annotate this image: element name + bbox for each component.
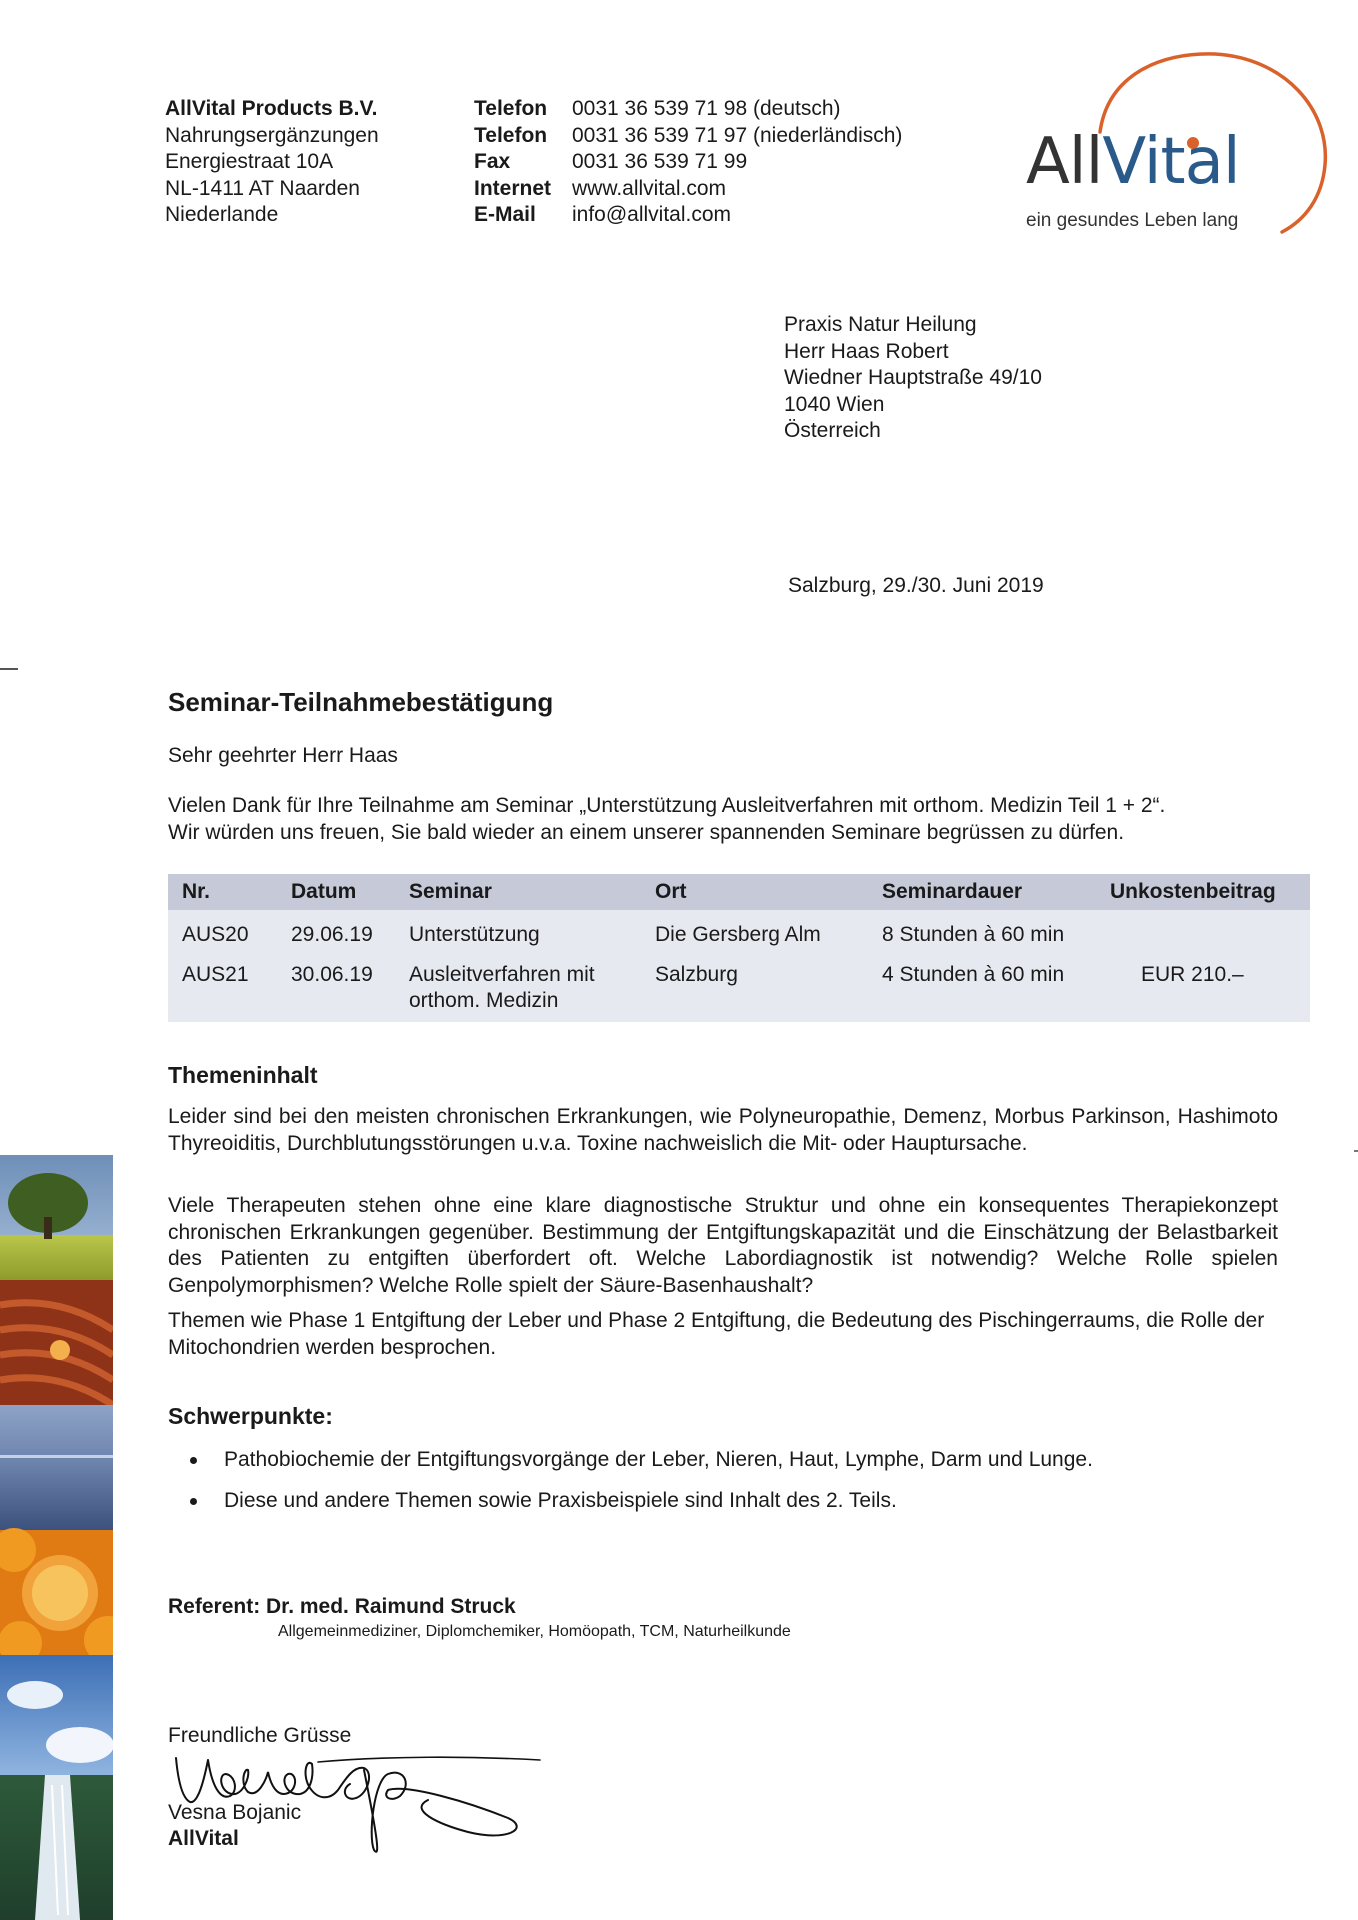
table-cell-seminar-line: orthom. Medizin — [409, 989, 559, 1012]
table-header — [168, 874, 1310, 910]
table-cell-ort: Salzburg — [655, 963, 738, 986]
table-cell-seminar — [409, 962, 595, 1014]
closing-greeting: Freundliche Grüsse — [168, 1724, 352, 1747]
sender-company: AllVital Products B.V. — [165, 97, 378, 120]
logo-wordmark-all: All — [1026, 125, 1103, 199]
sender-address — [165, 96, 379, 229]
column-header-ort: Ort — [655, 880, 687, 903]
seminar-table — [168, 874, 1310, 1022]
logo-wordmark-vital: Vital — [1102, 125, 1240, 199]
column-header-datum: Datum — [291, 880, 357, 903]
list-item: Pathobiochemie der Entgiftungsvorgänge der Leber, Nieren, Haut, Lymphe, Darm und Lunge. — [190, 1448, 1093, 1489]
column-header-seminar: Seminar — [409, 880, 492, 903]
orange-photo-icon — [0, 1528, 113, 1665]
contact-row-fax — [474, 149, 902, 176]
recipient-line: 1040 Wien — [784, 392, 885, 416]
column-header-nr: Nr. — [182, 880, 211, 903]
contact-block — [474, 96, 902, 229]
table-cell-beitrag: EUR 210.– — [1141, 963, 1244, 986]
recipient-line: Österreich — [784, 419, 881, 442]
contact-row-phone-de — [474, 96, 902, 123]
contact-row-internet — [474, 176, 902, 203]
table-cell-nr: AUS20 — [182, 923, 249, 946]
sender-line: Nahrungsergänzungen — [165, 123, 379, 147]
list-item: Diese und andere Themen sowie Praxisbeispiele sind Inhalt des 2. Teils. — [190, 1489, 1093, 1530]
table-cell-seminar: Unterstützung — [409, 923, 540, 946]
table-cell-datum: 30.06.19 — [291, 963, 373, 986]
recipient-line: Praxis Natur Heilung — [784, 313, 977, 336]
themen-paragraph: Viele Therapeuten stehen ohne eine klare diagnostische Struktur und ohne ein konsequentes Therapiekonzept chronischen Erkrankungen gegenüber. Bestimmung der Entgiftungskapazität und die Einschätzung der Belastbarkeit des Patienten zu entgiften überfordert oft. Welche Labordiagnostik ist notwendig? Welche Rolle spielen Genpolymorphismen? Welche Rolle spielt der Säure-Basenhaushalt? — [168, 1194, 1278, 1297]
cloud-photo-icon — [0, 1655, 113, 1775]
salutation: Sehr geehrter Herr Haas — [168, 744, 398, 767]
fold-mark — [0, 668, 18, 670]
table-cell-nr: AUS21 — [182, 963, 249, 986]
tree-photo-icon — [0, 1155, 113, 1280]
section-heading-themeninhalt: Themeninhalt — [168, 1062, 318, 1088]
contact-website-link[interactable]: www.allvital.com — [572, 176, 727, 200]
sender-line: Energiestraat 10A — [165, 150, 334, 173]
themen-paragraph: Themen wie Phase 1 Entgiftung der Leber und Phase 2 Entgiftung, die Bedeutung des Pischingerraums, die Rolle der Mitochondrien werden besprochen. — [168, 1309, 1265, 1359]
document-title: Seminar-Teilnahmebestätigung — [168, 687, 554, 717]
sender-line: NL-1411 AT Naarden — [165, 176, 360, 200]
recipient-address — [784, 312, 1042, 445]
contact-label: Internet — [474, 176, 552, 200]
contact-email-link[interactable]: info@allvital.com — [572, 203, 732, 226]
contact-value: 0031 36 539 71 99 — [572, 150, 748, 173]
themen-paragraph: Leider sind bei den meisten chronischen Erkrankungen, wie Polyneuropathie, Demenz, Morbus Parkinson, Hashimoto Thyreoiditis, Durchblutungsstörungen u.v.a. Toxine nachweislich die Mit- oder Hauptursache. — [168, 1105, 1278, 1155]
signer-name: Vesna Bojanic — [168, 1801, 302, 1824]
contact-row-phone-nl — [474, 123, 902, 150]
contact-value: 0031 36 539 71 98 (deutsch) — [572, 97, 841, 120]
sea-photo-icon — [0, 1405, 113, 1530]
referent-qualifications: Allgemeinmediziner, Diplomchemiker, Homöopath, TCM, Naturheilkunde — [278, 1623, 791, 1640]
logo-wordmark — [1026, 125, 1240, 199]
table-cell-datum: 29.06.19 — [291, 923, 373, 946]
table-cell-dauer: 8 Stunden à 60 min — [882, 923, 1065, 946]
contact-row-email — [474, 202, 902, 229]
contact-value: 0031 36 539 71 97 (niederländisch) — [572, 123, 903, 147]
table-cell-ort: Die Gersberg Alm — [655, 923, 821, 946]
schwerpunkte-list — [190, 1448, 1093, 1530]
recipient-line: Herr Haas Robert — [784, 339, 949, 363]
intro-text — [168, 792, 1278, 846]
allvital-logo — [1010, 40, 1350, 240]
section-heading-schwerpunkte: Schwerpunkte: — [168, 1403, 333, 1429]
intro-line: Wir würden uns freuen, Sie bald wieder an einem unserer spannenden Seminare begrüssen zu dürfen. — [168, 821, 1125, 844]
contact-label: E-Mail — [474, 203, 536, 226]
intro-line: Vielen Dank für Ihre Teilnahme am Seminar „Unterstützung Ausleitverfahren mit orthom. Medizin Teil 1 + 2“. — [168, 794, 1166, 817]
table-cell-seminar-line: Ausleitverfahren mit — [409, 963, 595, 986]
edge-mark — [1354, 1150, 1358, 1152]
place-date: Salzburg, 29./30. Juni 2019 — [788, 574, 1044, 597]
column-header-unkostenbeitrag: Unkostenbeitrag — [1110, 880, 1276, 903]
signer-company: AllVital — [168, 1827, 239, 1850]
logo-tagline: ein gesundes Leben lang — [1026, 210, 1239, 231]
waterfall-photo-icon — [0, 1775, 113, 1920]
sender-line: Niederlande — [165, 203, 279, 226]
contact-label: Telefon — [474, 97, 548, 120]
table-cell-dauer: 4 Stunden à 60 min — [882, 963, 1065, 986]
column-header-seminardauer: Seminardauer — [882, 880, 1023, 903]
clay-roof-photo-icon — [0, 1280, 113, 1405]
contact-label: Fax — [474, 150, 511, 173]
referent-name: Referent: Dr. med. Raimund Struck — [168, 1595, 516, 1618]
recipient-line: Wiedner Hauptstraße 49/10 — [784, 366, 1042, 389]
decorative-photo-strip — [0, 1155, 113, 1920]
contact-label: Telefon — [474, 123, 548, 147]
